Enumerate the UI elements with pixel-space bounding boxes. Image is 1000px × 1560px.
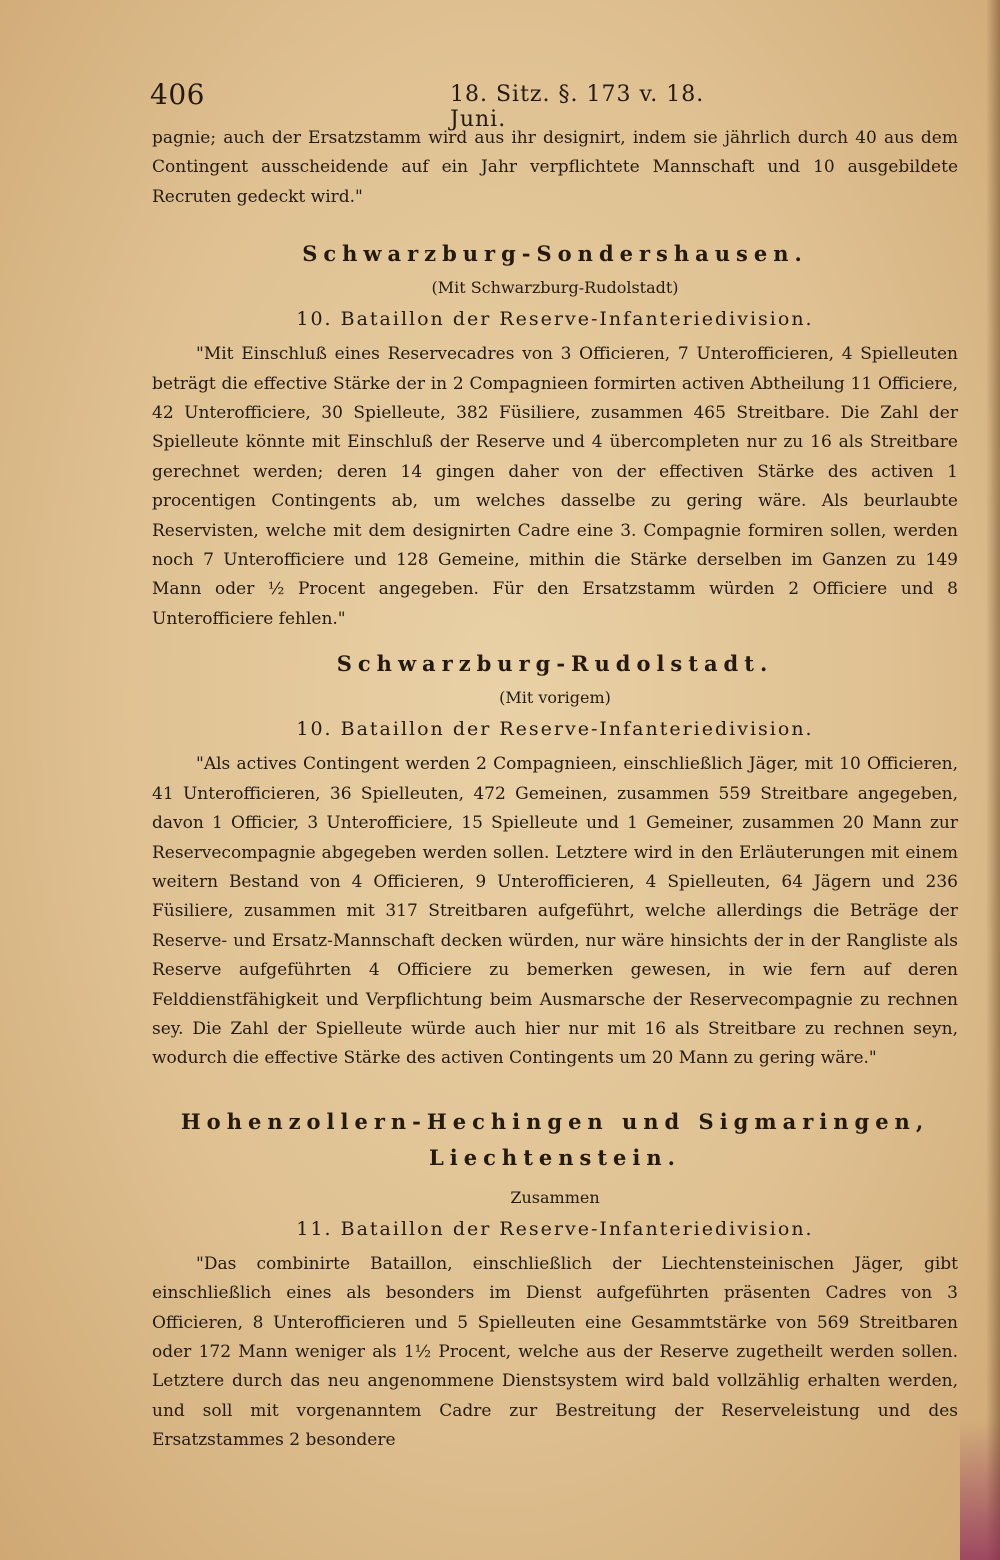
state-note: Zusammen: [510, 1187, 600, 1207]
page-edge-shadow: [986, 0, 1000, 1560]
running-head: 18. Sitz. §. 173 v. 18. Juni.: [450, 82, 705, 132]
section-schwarzburg-sondershausen: [152, 234, 958, 634]
state-note: (Mit vorigem): [499, 688, 611, 708]
state-heading: Hohenzollern-Hechingen und Sigmaringen, Liechtenstein.: [180, 1108, 930, 1170]
page-edge-stain: [960, 1420, 1000, 1560]
page-body: [152, 124, 958, 1456]
page-header: [150, 78, 750, 132]
section-paragraph: "Mit Einschluß eines Reservecadres von 3 Officieren, 7 Unterofficieren, 4 Spielleuten beträgt die effective Stärke der in 2 Compagnieen formirten activen Abtheilung 11 Officiere, 42 Unterofficiere, 30 Spielleute, 382 Füsiliere, zusammen 465 Streitbare. Die Zahl der Spielleute könnte mit Einschluß der Reserve und 4 übercompleten nur zu 16 als Streitbare gerechnet werden; deren 14 gingen daher von der effectiven Stärke des activen 1 procentigen Contingents ab, um welches dasselbe zu gering wäre. Als beurlaubte Reservisten, welche mit dem designirten Cadre eine 3. Compagnie formiren sollen, werden noch 7 Unterofficiere und 128 Gemeine, mithin die Stärke derselben im Ganzen zu 149 Mann oder ½ Procent angegeben. Für den Ersatzstamm würden 2 Officiere und 8 Unterofficiere fehlen.": [152, 344, 958, 629]
battalion-heading: 11. Bataillon der Reserve-Infanteriedivision.: [296, 1217, 814, 1240]
battalion-heading: 10. Bataillon der Reserve-Infanteriedivision.: [296, 308, 814, 331]
state-heading: Schwarzburg-Sondershausen.: [302, 241, 808, 267]
section-hohenzollern-liechtenstein: [152, 1104, 958, 1456]
state-heading: Schwarzburg-Rudolstadt.: [336, 651, 774, 677]
continuation-paragraph: pagnie; auch der Ersatzstamm wird aus ihr designirt, indem sie jährlich durch 40 aus dem Contingent ausscheidende auf ein Jahr verpflichtete Mannschaft und 10 ausgebildete Recruten gedeckt wird.": [152, 128, 958, 207]
section-schwarzburg-rudolstadt: [152, 644, 958, 1073]
page-number: 406: [150, 78, 205, 111]
state-note: (Mit Schwarzburg-Rudolstadt): [431, 278, 679, 298]
battalion-heading: 10. Bataillon der Reserve-Infanteriedivision.: [296, 718, 814, 741]
section-paragraph: "Als actives Contingent werden 2 Compagnieen, einschließlich Jäger, mit 10 Officieren, 41 Unterofficieren, 36 Spielleuten, 472 Gemeinen, zusammen 559 Streitbare angegeben, davon 1 Officier, 3 Unterofficiere, 15 Spielleute und 1 Gemeiner, zusammen 20 Mann zur Reservecompagnie abgegeben werden sollen. Letztere wird in den Erläuterungen mit einem weitern Bestand von 4 Officieren, 9 Unterofficieren, 4 Spielleuten, 64 Jägern und 236 Füsiliere, zusammen mit 317 Streitbaren aufgeführt, welche allerdings die Beträge der Reserve- und Ersatz-Mannschaft decken würden, nur wäre hinsichts der in der Rangliste als Reserve aufgeführten 4 Officiere zu bemerken gewesen, in wie fern auf deren Felddienstfähigkeit und Verpflichtung beim Ausmarsche der Reservecompagnie zu rechnen sey. Die Zahl der Spielleute würde auch hier nur mit 16 als Streitbare zu rechnen seyn, wodurch die effective Stärke des activen Contingents um 20 Mann zu gering wäre.": [152, 754, 958, 1069]
section-paragraph: "Das combinirte Bataillon, einschließlich der Liechtensteinischen Jäger, gibt einschließlich eines als besonders im Dienst aufgeführten präsenten Cadres von 3 Officieren, 8 Unterofficieren und 5 Spielleuten eine Gesammtstärke von 569 Streitbaren oder 172 Mann weniger als 1½ Procent, welche aus der Reserve zugetheilt werden sollen. Letztere durch das neu angenommene Dienstsystem wird bald vollzählig erhalten werden, und soll mit vorgenanntem Cadre zur Bestreitung der Reserveleistung und des Ersatzstammes 2 besondere: [152, 1253, 958, 1451]
